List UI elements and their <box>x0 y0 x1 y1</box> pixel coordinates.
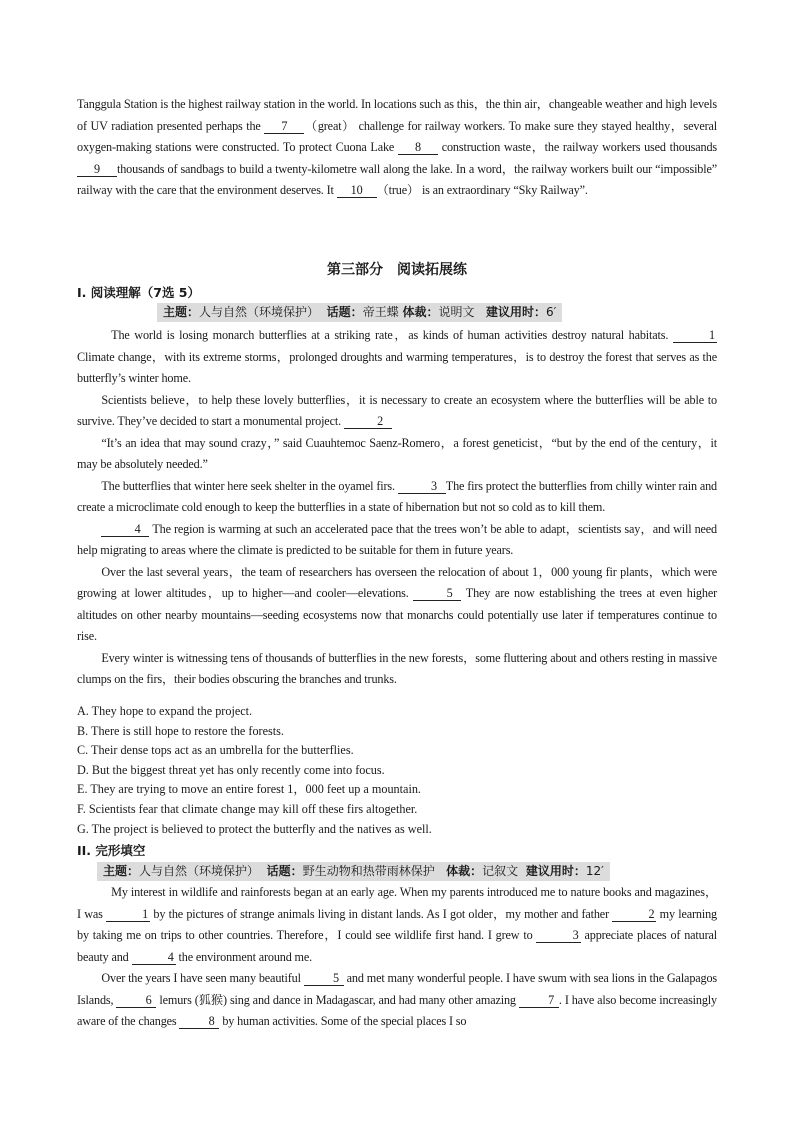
cloze-blank-1[interactable]: 1 <box>106 907 150 922</box>
cloze-blank-6[interactable]: 6 <box>116 993 156 1008</box>
text-segment: appreciate places of natural beauty and <box>77 928 718 964</box>
text-segment: Scientists believe，to help these lovely butterflies，it is necessary to create an ecosystem where the butterflies will be able to survive. They’ve decided to start a monumental project. <box>77 392 717 428</box>
genre-value: 记叙文 <box>482 864 519 878</box>
text-segment: Climate change，with its extreme storms，prolonged droughts and warming temperatures，is to destroy the forest that serves as the butterfly’s winter home. <box>77 349 717 385</box>
cloze-topic-bar <box>97 862 610 881</box>
reading-heading: I. 阅读理解（7选 5） <box>77 285 200 300</box>
option-e[interactable]: E. They are trying to move an entire forest 1，000 feet up a mountain. <box>77 782 421 797</box>
option-g[interactable]: G. The project is believed to protect the butterfly and the natives as well. <box>77 821 432 836</box>
text-segment: by human activities. Some of the special places I so <box>219 1014 467 1028</box>
topic-value: 人与自然（环境保护） <box>199 305 320 319</box>
text-segment: thousands of sandbags to build a twenty-kilometre wall along the lake. In a word，the railway workers built our “impossible” railway with the care that the environment deserves. It <box>77 161 717 197</box>
text-segment: by the pictures of strange animals living in distant lands. As I got older，my mother and father <box>150 906 613 921</box>
time-label: 建议用时： <box>525 864 586 878</box>
reading-paragraph-1 <box>77 325 717 390</box>
cloze-passage <box>77 882 717 1033</box>
cloze-blank-2[interactable]: 2 <box>612 907 656 922</box>
text-segment: construction waste，the railway workers used thousands <box>437 140 717 154</box>
text-segment: Over the last several years，the team of researchers has overseen the relocation of about 1，000 young fir plants，which were growing at lower altitudes，up to higher—and cooler—elevations. <box>77 564 717 600</box>
text-segment: . I have also become increasingly aware of the changes <box>77 992 717 1028</box>
passage-railway <box>77 94 717 202</box>
cloze-paragraph-2 <box>77 968 717 1033</box>
text-segment: The firs protect the butterflies from chilly winter rain and create a microclimate cold enough to keep the butterflies in a state of hibernation but not so cold as to kill them. <box>77 478 717 514</box>
text-segment: the environment around me. <box>175 949 313 964</box>
time-label: 建议用时： <box>486 305 547 319</box>
blank-10[interactable]: 10 <box>337 183 377 198</box>
text-segment: （great） challenge for railway workers. To make sure they stayed healthy，several oxygen-making stations were constructed. To protect Cuona Lake <box>77 118 717 154</box>
option-d[interactable]: D. But the biggest threat yet has only recently come into focus. <box>77 762 385 777</box>
cloze-paragraph-1 <box>77 882 717 968</box>
reading-blank-4[interactable]: 4 <box>101 522 149 537</box>
text-segment: lemurs (狐猴) sing and dance in Madagascar, and had many other amazing <box>156 992 519 1007</box>
text-segment: my learning by taking me on trips to other countries. Therefore，I could see wildlife first hand. I grew to <box>77 906 717 942</box>
cloze-heading: II. 完形填空 <box>77 843 146 858</box>
blank-7[interactable]: 7 <box>264 119 304 134</box>
text-segment: The butterflies that winter here seek shelter in the oyamel firs. <box>101 478 398 493</box>
option-f[interactable]: F. Scientists fear that climate change may kill off these firs altogether. <box>77 801 418 816</box>
reading-paragraph-6 <box>77 562 717 648</box>
text-segment: （true） is an extraordinary “Sky Railway”. <box>376 183 588 197</box>
text-segment: and met many wonderful people. I have swum with sea lions in the Galapagos Islands, <box>77 971 717 1007</box>
reading-paragraph-4 <box>77 476 717 519</box>
option-c[interactable]: C. Their dense tops act as an umbrella for the butterflies. <box>77 743 354 758</box>
reading-passage <box>77 325 717 691</box>
subject-value: 野生动物和热带雨林保护 <box>302 864 435 878</box>
reading-blank-5[interactable]: 5 <box>413 586 461 601</box>
subject-label: 话题： <box>266 864 303 878</box>
part-three-title: 第三部分 阅读拓展练 <box>327 262 467 278</box>
text-segment: Over the years I have seen many beautiful <box>101 971 304 985</box>
text-segment: My interest in wildlife and rainforests began at an early age. When my parents introduced me to nature books and magazines，I was <box>77 885 717 921</box>
subject-label: 话题： <box>326 305 363 319</box>
topic-label: 主题： <box>103 864 140 878</box>
time-value: 12′ <box>585 864 604 878</box>
cloze-blank-3[interactable]: 3 <box>536 928 580 943</box>
reading-blank-2[interactable]: 2 <box>344 414 392 429</box>
option-a[interactable]: A. They hope to expand the project. <box>77 704 253 718</box>
cloze-blank-5[interactable]: 5 <box>304 971 344 986</box>
text-segment: The world is losing monarch butterflies at a striking rate，as kinds of human activities destroy natural habitats. <box>111 328 673 342</box>
topic-label: 主题： <box>163 305 200 319</box>
subject-value: 帝王蝶 <box>362 305 399 319</box>
topic-value: 人与自然（环境保护） <box>139 864 260 878</box>
reading-topic-bar <box>157 303 562 322</box>
cloze-blank-4[interactable]: 4 <box>132 950 176 965</box>
reading-paragraph-2 <box>77 390 717 433</box>
reading-paragraph-3: “It’s an idea that may sound crazy，” said Cuauhtemoc Saenz-Romero，a forest geneticist，“but by the end of the century，it may be absolutely needed.” <box>77 435 717 471</box>
genre-label: 体裁： <box>446 864 483 878</box>
reading-paragraph-7: Every winter is witnessing tens of thousands of butterflies in the new forests，some fluttering about and others resting in massive clumps on the firs，their bodies obscuring the branches and trunks. <box>77 650 717 686</box>
blank-8[interactable]: 8 <box>398 140 438 155</box>
time-value: 6′ <box>546 305 557 319</box>
reading-blank-3[interactable]: 3 <box>398 479 446 494</box>
genre-value: 说明文 <box>438 305 475 319</box>
reading-paragraph-5 <box>77 519 717 562</box>
reading-blank-1[interactable]: 1 <box>673 328 717 343</box>
cloze-blank-8[interactable]: 8 <box>179 1014 219 1029</box>
genre-label: 体裁： <box>402 305 439 319</box>
text-segment: The region is warming at such an accelerated pace that the trees won’t be able to adapt，scientists say，and will need help migrating to areas where the climate is predicted to be suitable for them in future years. <box>77 521 717 557</box>
cloze-blank-7[interactable]: 7 <box>519 993 559 1008</box>
option-b[interactable]: B. There is still hope to restore the forests. <box>77 723 284 738</box>
text-segment: Tanggula Station is the highest railway station in the world. In locations such as this，the thin air，changeable weather and high levels of UV radiation presented perhaps the <box>77 97 717 133</box>
railway-paragraph <box>77 94 717 202</box>
blank-9[interactable]: 9 <box>77 162 117 177</box>
text-segment: They are now establishing the trees at even higher altitudes on other nearby mountains—seeding ecosystems now that monarchs could potentially use later if temperatures continue to rise. <box>77 586 717 643</box>
reading-options <box>77 702 717 839</box>
